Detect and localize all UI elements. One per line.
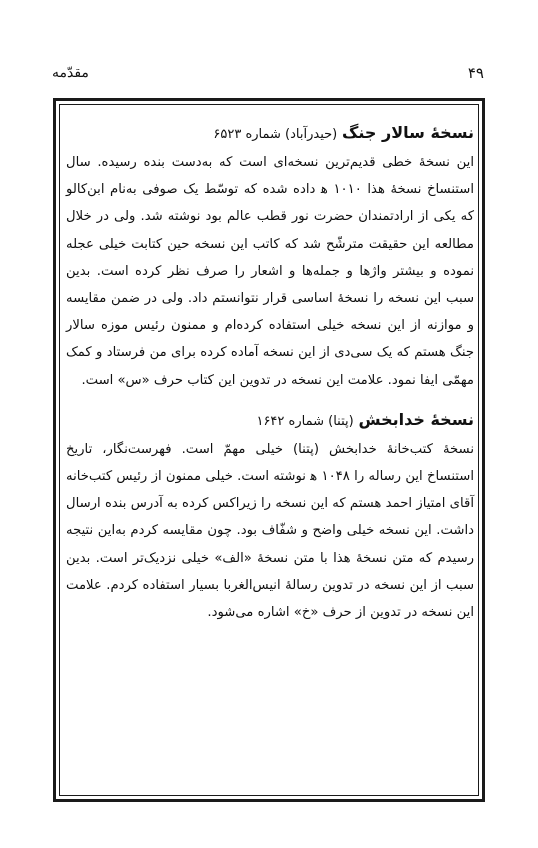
page-number: ۴۹ — [467, 64, 484, 82]
section-title: نسخهٔ خدابخش — [358, 409, 474, 429]
running-header — [52, 62, 484, 84]
section-title: نسخهٔ سالار جنگ — [342, 123, 474, 142]
section-body: نسخهٔ کتب‌خانهٔ خدابخش (پتنا) خیلی مهمّ است. فهرست‌نگار، تاریخ استنساخ این رساله را ۱۰۴۸ ﻫ نوشته است. خیلی ممنون از رئیس کتب‌خانه آقای امتیاز احمد هستم که این نسخه را زیراکس کرده به آدرس بنده ارسال داشت. این نسخه خیلی واضح و شفّاف بود. چون مقایسه کردم به‌این نتیجه رسیدم که متن نسخهٔ هذا با متن نسخهٔ «الف» خیلی نزدیک‌تر است. بدین سبب از این نسخه در تدوین رسالهٔ انیس‌الغربا بسیار استفاده کردم. علامت این نسخه در تدوین از حرف «خ» اشاره می‌شود. — [66, 441, 474, 621]
page-content — [66, 119, 474, 638]
section-khudabakhsh — [66, 406, 474, 626]
section-body: این نسخهٔ خطی قدیم‌ترین نسخه‌ای است که به‌دست بنده رسیده. سال استنساخ نسخهٔ هذا ۱۰۱۰ ﻫ داده شده که توسّط یک صوفی به‌نام ابن‌کالو که یکی از ارادتمندان حضرت نور قطب عالم بود نوشته شد. ولی در خلال مطالعه این حقیقت مترشّح شد که کاتب این نسخه حین کتابت خیلی عجله نموده و بیشتر واژها و جمله‌ها و اشعار را صرف نظر کرده است. بدین سبب این نسخه را نسخهٔ اساسی قرار نتوانستم داد. ولی در ضمن مقایسه و موازنه از این نسخه خیلی استفاده کرده‌ام و ممنون رئیس موزه سالار جنگ هستم که یک سی‌دی از این نسخه آماده کرده برای من فرستاد و کمک مهمّی ایفا نمود. علامت این نسخه در تدوین این کتاب حرف «س» است. — [66, 155, 474, 388]
section-heading — [66, 406, 474, 436]
section-heading — [66, 119, 474, 149]
running-title: مقدّمه — [52, 65, 89, 81]
section-salar-jang — [66, 119, 474, 394]
section-note: (حیدرآباد) شماره ۶۵۲۳ — [213, 127, 338, 142]
section-note: (پتنا) شماره ۱۶۴۲ — [256, 413, 354, 429]
